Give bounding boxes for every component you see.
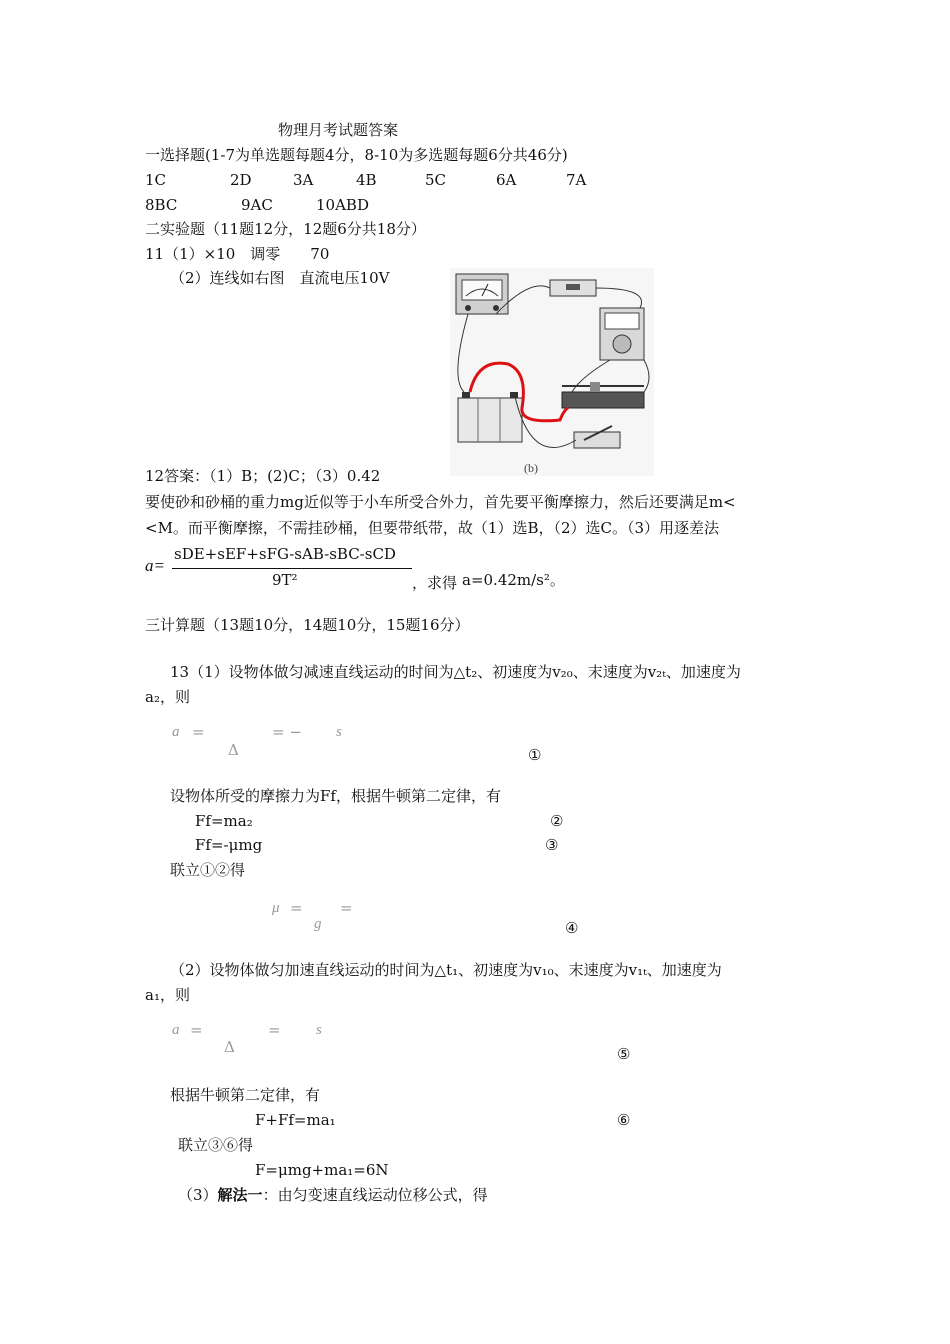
- eq5-marker: ⑤: [617, 1045, 631, 1063]
- q11-answer-2: （2）连线如右图 直流电压10V: [170, 269, 390, 287]
- q12-explanation-line3: <M。而平衡摩擦，不需挂砂桶，但要带纸带，故（1）选B，（2）选C。（3）用逐差法: [145, 519, 720, 537]
- acceleration-result: a=0.42m/s²。: [462, 571, 565, 589]
- section1-heading: 一选择题(1-7为单选题每题4分，8-10为多选题每题6分共46分): [145, 146, 568, 164]
- eq3: Ff=-μmg: [195, 836, 263, 854]
- p3-method-label: 解法一: [217, 1186, 263, 1204]
- eq2: Ff=ma₂: [195, 812, 253, 830]
- eq1-faint-delta: Δ: [228, 741, 239, 759]
- answer-3: 3A: [293, 171, 314, 189]
- eq1-faint-s: s: [336, 724, 342, 740]
- p3-rest: ：由匀变速直线运动位移公式，得: [262, 1186, 488, 1204]
- section2-heading: 二实验题（11题12分，12题6分共18分）: [145, 220, 426, 238]
- answer-9: 9AC: [241, 196, 273, 214]
- eq5-faint-equals2: =: [268, 1021, 281, 1039]
- formula-numerator: sDE+sEF+sFG-sAB-sBC-sCD: [174, 545, 396, 563]
- q11-answer-1: 11（1）×10 调零 70: [145, 245, 330, 263]
- eq6-marker: ⑥: [617, 1111, 631, 1129]
- eq3-marker: ③: [545, 836, 559, 854]
- eq5-faint-equals: =: [190, 1021, 203, 1039]
- answer-6: 6A: [496, 171, 517, 189]
- answer-10: 10ABD: [316, 196, 369, 214]
- eq5-faint-s: s: [316, 1022, 322, 1038]
- eq1-faint-minus: = −: [272, 723, 302, 741]
- friction-intro: 设物体所受的摩擦力为Ff，根据牛顿第二定律，有: [170, 787, 501, 805]
- p2-line2: a₁，则: [145, 986, 190, 1004]
- eq4-faint-equals: =: [290, 899, 303, 917]
- formula-lhs: a=: [145, 556, 165, 575]
- eq5-faint-delta: Δ: [224, 1038, 235, 1056]
- eq4-faint-g: g: [314, 916, 322, 932]
- p1-line1: 13（1）设物体做匀减速直线运动的时间为△t₂、初速度为v₂₀、末速度为v₂ₜ、加速度为: [170, 663, 741, 681]
- eq1-faint-equals: =: [192, 723, 205, 741]
- answer-4: 4B: [356, 171, 377, 189]
- newton-intro: 根据牛顿第二定律，有: [170, 1086, 321, 1104]
- eq4-faint-equals2: =: [340, 899, 353, 917]
- p3-prefix: （3）: [178, 1186, 218, 1204]
- combine1: 联立①②得: [170, 861, 246, 879]
- q12-explanation-line2: 要使砂和砂桶的重力mg近似等于小车所受合外力，首先要平衡摩擦力，然后还要满足m<: [145, 493, 736, 511]
- answer-7: 7A: [566, 171, 587, 189]
- figure-label: (b): [524, 461, 538, 475]
- formula-suffix: ，求得: [412, 574, 458, 592]
- eq7: F=μmg+ma₁=6N: [255, 1161, 389, 1179]
- answer-2: 2D: [230, 171, 252, 189]
- p1-line2: a₂，则: [145, 688, 190, 706]
- answer-1: 1C: [145, 171, 167, 189]
- eq6: F+Ff=ma₁: [255, 1111, 336, 1129]
- p3-line: [178, 1185, 488, 1205]
- page-title: 物理月考试题答案: [278, 121, 399, 139]
- eq1-marker: ①: [528, 746, 542, 764]
- eq4-faint-mu: μ: [272, 900, 280, 916]
- fraction-bar: [172, 568, 412, 569]
- eq2-marker: ②: [550, 812, 564, 830]
- circuit-photo: [450, 268, 654, 476]
- answer-5: 5C: [425, 171, 447, 189]
- eq1-faint: a: [172, 724, 180, 740]
- section3-heading: 三计算题（13题10分，14题10分，15题16分）: [145, 616, 470, 634]
- answer-8: 8BC: [145, 196, 178, 214]
- p2-line1: （2）设物体做匀加速直线运动的时间为△t₁、初速度为v₁₀、末速度为v₁ₜ、加速度为: [170, 961, 722, 979]
- eq4-marker: ④: [565, 919, 579, 937]
- eq5-faint: a: [172, 1022, 180, 1038]
- combine2: 联立③⑥得: [178, 1136, 254, 1154]
- q12-answer-line1: 12答案：（1）B；(2)C；（3）0.42: [145, 467, 381, 485]
- formula-denominator: 9T²: [272, 571, 298, 589]
